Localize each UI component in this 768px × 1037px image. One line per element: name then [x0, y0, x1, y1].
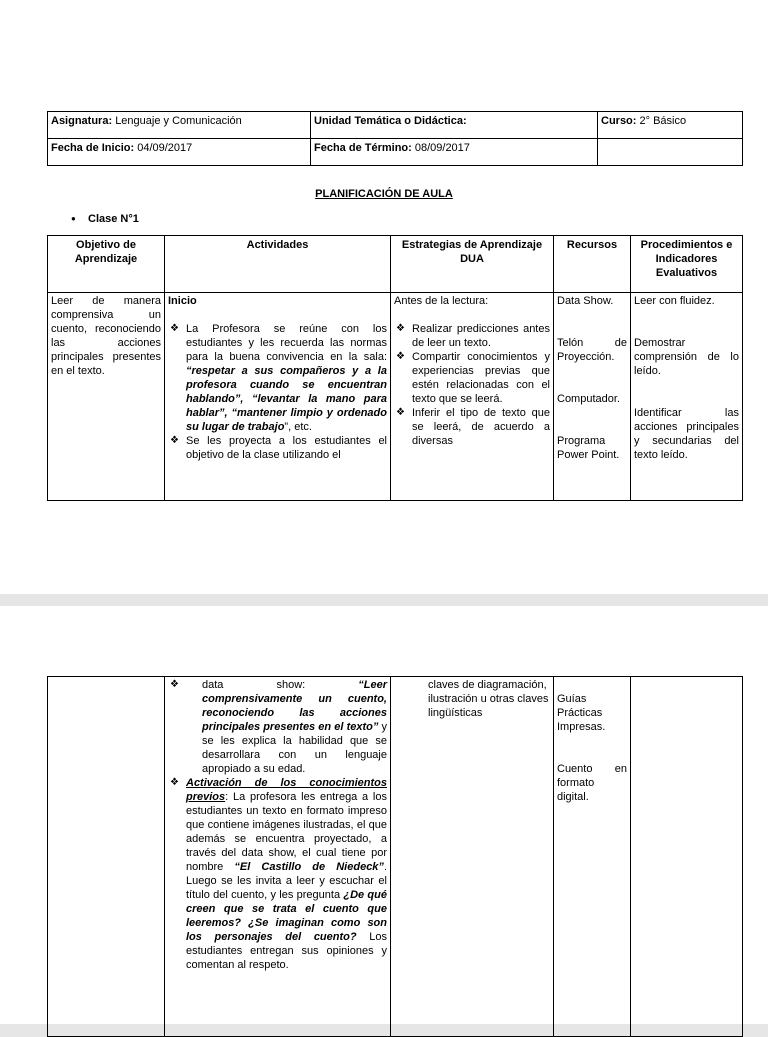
- objetivo-cell: [48, 677, 165, 1037]
- header-table: [47, 111, 742, 166]
- col-recursos: Recursos: [554, 236, 631, 293]
- activacion-title: Activación de los conocimientos previos: [186, 777, 387, 803]
- recurso-item: Computador.: [557, 393, 620, 405]
- indicador-item: Leer con fluidez.: [634, 295, 715, 307]
- indicador-item: Demostrar comprensión de lo leído.: [634, 337, 739, 377]
- actividad-text: : La profesora les entrega a los estudiantes un texto en formato impreso que contiene imágenes ilustradas, el que además se encuentra proyectado, a través del data show, el cual tiene por nombre: [186, 791, 387, 873]
- asignatura-value: Lenguaje y Comunicación: [115, 115, 242, 127]
- actividad-text: ”, etc.: [284, 421, 312, 433]
- estrategia-item: ❖ Compartir conocimientos y experiencias previas que estén relacionadas con el texto que se leerá.: [394, 350, 550, 406]
- estrategia-intro: Antes de la lectura:: [394, 295, 489, 307]
- cuento-title: “El Castillo de Niedeck”: [234, 861, 384, 873]
- actividades-cell: [165, 677, 391, 1037]
- normas-text: “respetar a sus compañeros y a la profesora cuando se encuentran hablando”, “levantar la mano para hablar”, “mantener limpio y ordenado su lugar de trabajo: [186, 365, 387, 433]
- col-objetivo: Objetivo de Aprendizaje: [48, 236, 165, 293]
- curso-value: 2° Básico: [639, 115, 687, 127]
- page-title: PLANIFICACIÓN DE AULA: [315, 188, 453, 200]
- actividad-item: ❖ Se les proyecta a los estudiantes el objetivo de la clase utilizando el: [168, 434, 387, 462]
- empty-cell: [598, 139, 743, 166]
- actividad-text: y se les explica la habilidad que se desarrollara con un lenguaje apropiado a su edad.: [202, 721, 387, 775]
- estrategia-item: ❖ Inferir el tipo de texto que se leerá, de acuerdo a diversas: [394, 406, 550, 448]
- unidad-label: Unidad Temática o Didáctica:: [314, 115, 467, 127]
- objetivo-cell: Leer de manera comprensiva un cuento, reconociendo las acciones principales presentes en el texto.: [48, 293, 165, 501]
- unidad-cell: [311, 112, 598, 139]
- actividades-cell: [165, 293, 391, 501]
- plan-table: [47, 235, 742, 501]
- estrategias-cell: [391, 677, 554, 1037]
- estrategia-text: claves de diagramación, ilustración u otras claves lingüísticas: [428, 679, 549, 719]
- asignatura-label: Asignatura:: [51, 115, 113, 127]
- actividad-text: La Profesora se reúne con los estudiantes y les recuerda las normas para la buena convivencia en la sala:: [186, 323, 387, 363]
- col-estrategias: Estrategias de Aprendizaje DUA: [391, 236, 554, 293]
- plan-table-continued: [47, 676, 742, 1037]
- fecha-termino-label: Fecha de Término:: [314, 142, 412, 154]
- recursos-cell: [554, 677, 631, 1037]
- col-actividades: Actividades: [165, 236, 391, 293]
- indicador-item: Identificar las acciones principales y secundarias del texto leído.: [634, 407, 739, 461]
- clase-bullet: ● Clase N°1: [88, 213, 139, 225]
- fecha-termino-cell: [311, 139, 598, 166]
- estrategias-cell: [391, 293, 554, 501]
- col-procedimientos: Procedimientos e Indicadores Evaluativos: [631, 236, 743, 293]
- preguntas-text: ¿De qué creen que se trata el cuento que leeremos? ¿Se imaginan como son los personajes del cuento?: [186, 889, 387, 943]
- fecha-termino-value: 08/09/2017: [414, 142, 470, 154]
- curso-cell: [598, 112, 743, 139]
- document-page-2: [0, 606, 768, 1024]
- recurso-item: Programa Power Point.: [557, 435, 620, 461]
- asignatura-cell: [48, 112, 311, 139]
- recurso-item: Telón de Proyección.: [557, 337, 627, 363]
- inicio-label: Inicio: [168, 295, 197, 307]
- fecha-inicio-value: 04/09/2017: [137, 142, 193, 154]
- curso-label: Curso:: [601, 115, 637, 127]
- recursos-cell: [554, 293, 631, 501]
- procedimientos-cell: [631, 677, 743, 1037]
- estrategia-item: ❖ Realizar predicciones antes de leer un texto.: [394, 322, 550, 350]
- recurso-item: Cuento en formato digital.: [557, 763, 627, 803]
- actividad-item: [168, 322, 387, 434]
- fecha-inicio-label: Fecha de Inicio:: [51, 142, 135, 154]
- actividad-item: [168, 678, 387, 776]
- recurso-item: Data Show.: [557, 295, 614, 307]
- fecha-inicio-cell: [48, 139, 311, 166]
- actividad-text: . Luego se les invita a leer y escuchar el título del cuento, y les pregunta: [186, 861, 387, 901]
- recurso-item: Guías Prácticas Impresas.: [557, 693, 606, 733]
- actividad-text: Los estudiantes entregan sus opiniones y comentan al respeto.: [186, 931, 387, 971]
- actividad-text: data show:: [202, 679, 359, 691]
- actividad-item: [168, 776, 387, 972]
- procedimientos-cell: [631, 293, 743, 501]
- objetivo-quote: “Leer comprensivamente un cuento, reconociendo las acciones principales presentes en el texto”: [202, 679, 387, 733]
